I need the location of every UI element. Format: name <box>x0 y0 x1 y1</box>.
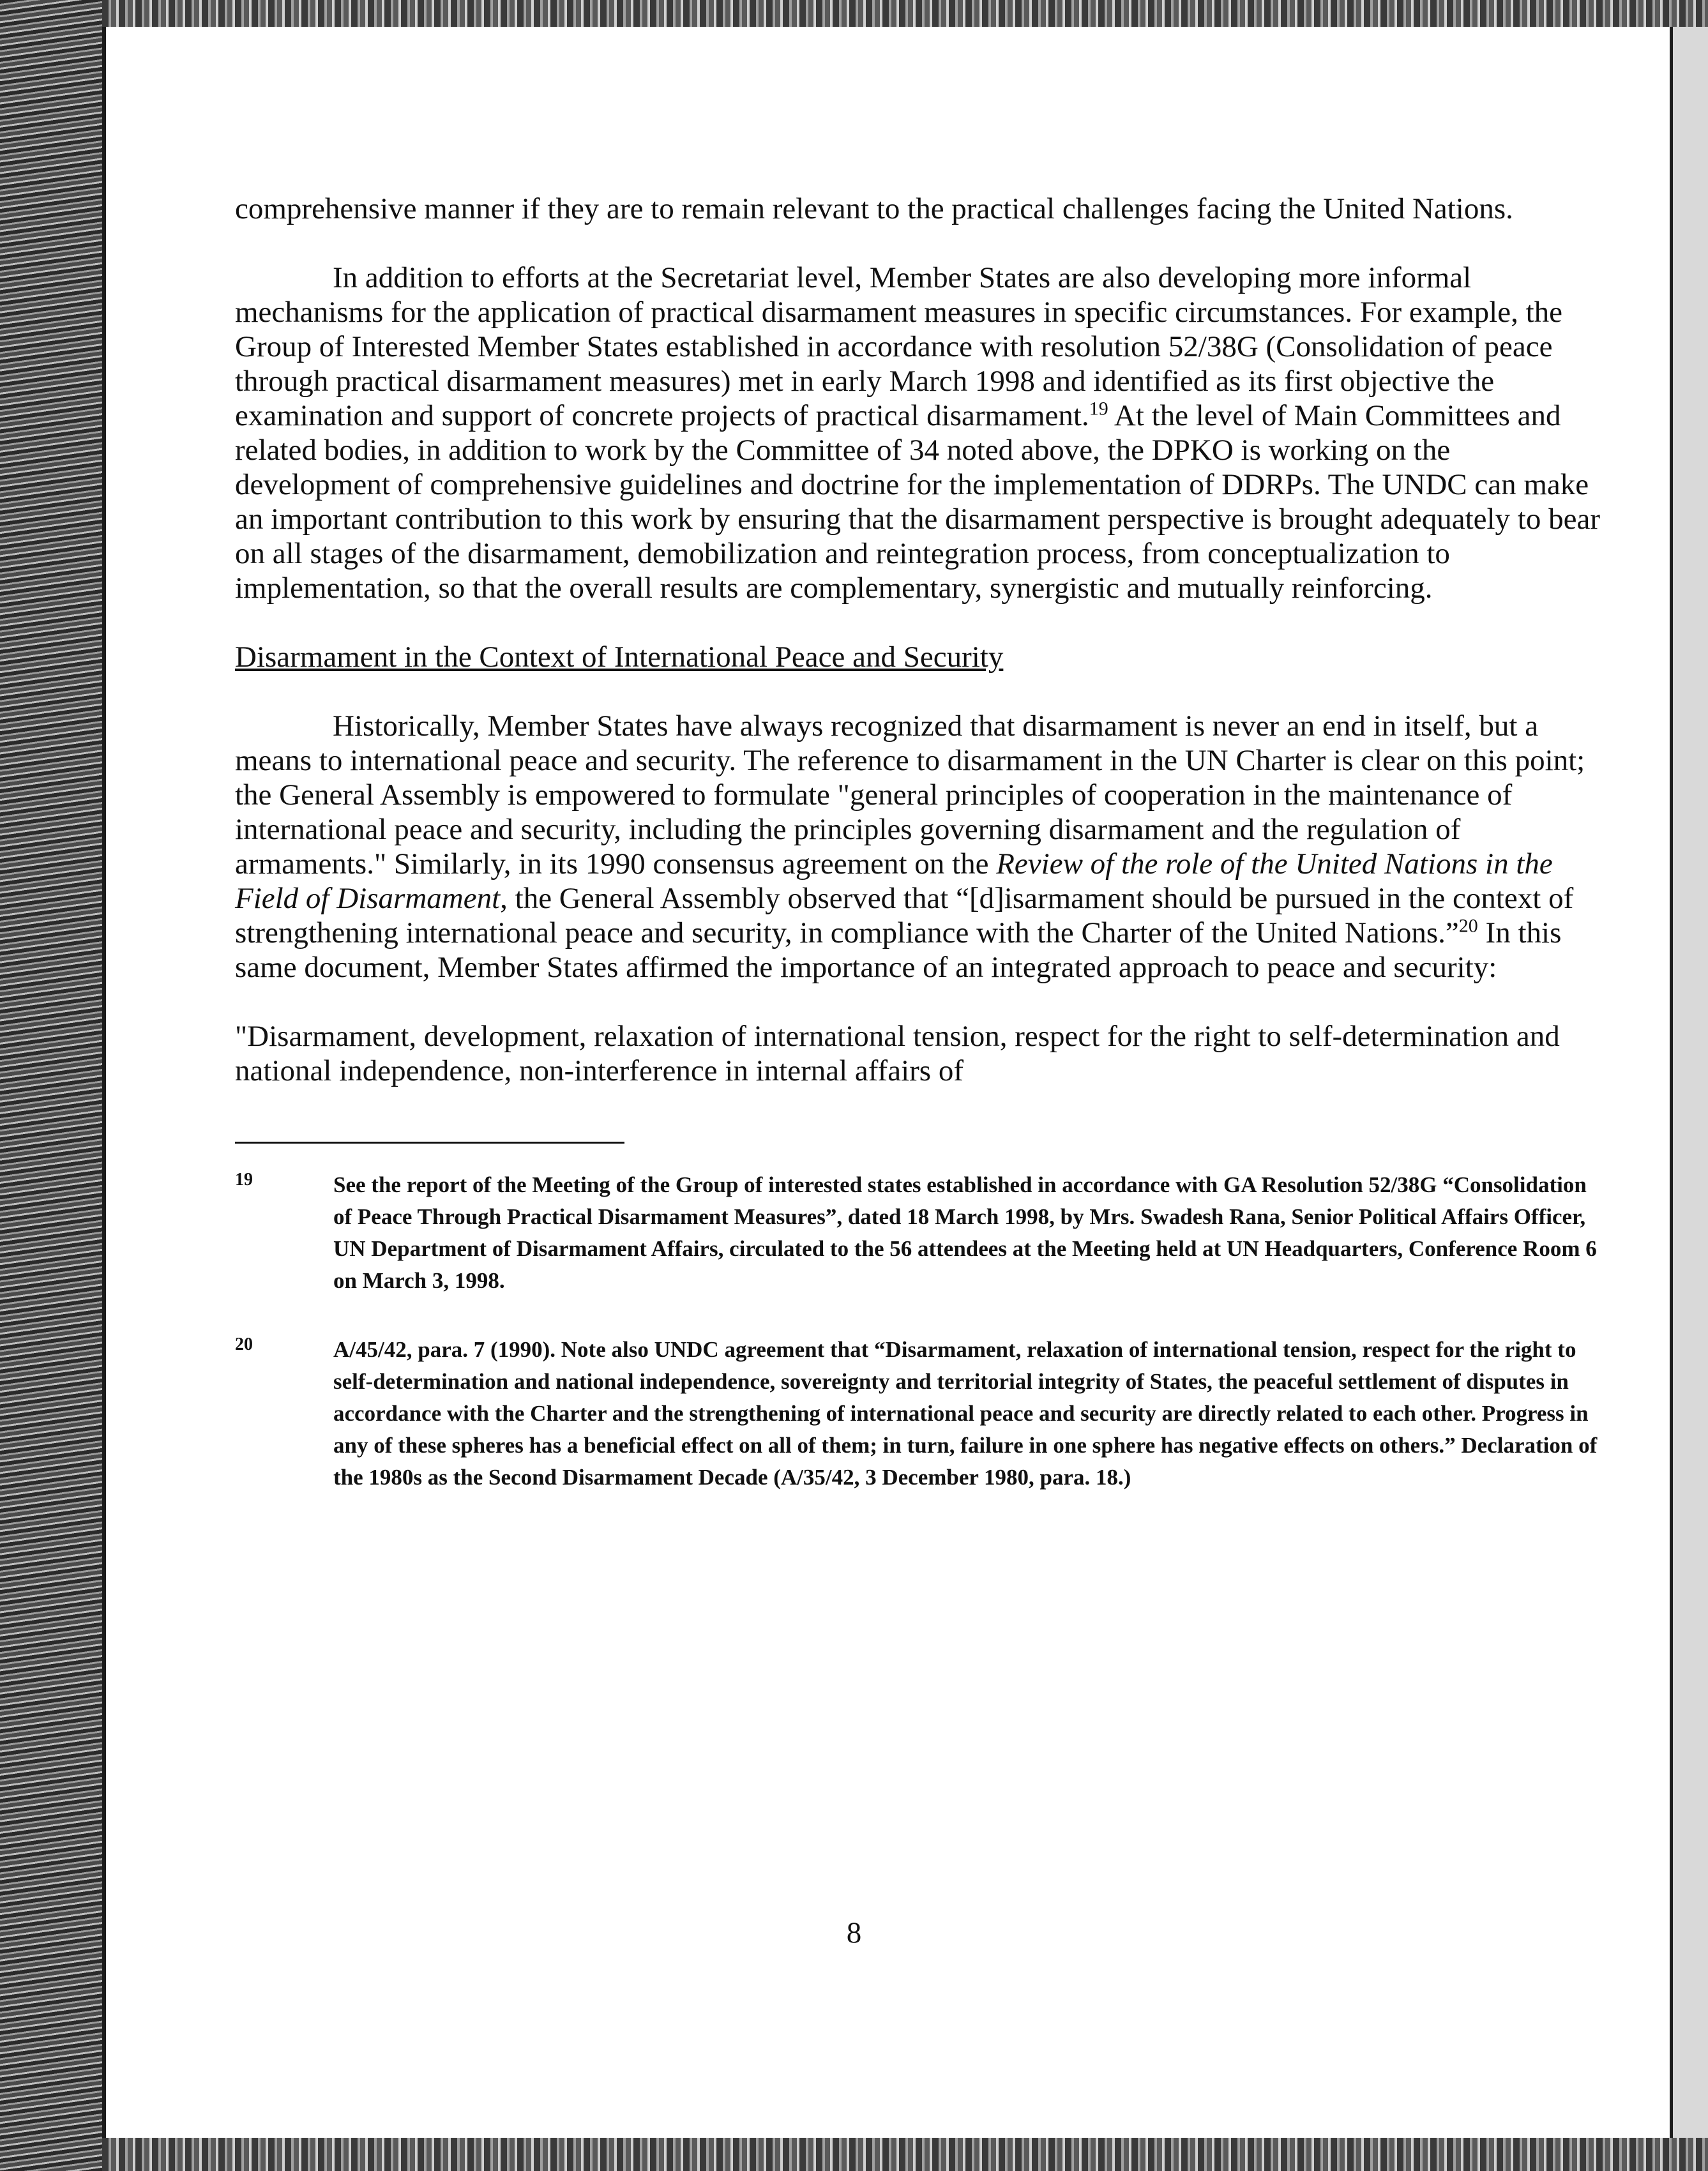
paragraph-text: At the level of Main Committees and related bodies, in addition to work by the Committee of 34 noted above, the DPKO is working on the development of comprehensive guidelines and doctrine for the implementation of DDRPs. The UNDC can make an important contribution to this work by ensuring that the disarmament perspective is brought adequately to bear on all stages of the disarmament, demobilization and reintegration process, from conceptualization to implementation, so that the overall results are complementary, synergistic and mutually reinforcing. <box>235 399 1600 605</box>
footnote-number: 19 <box>235 1170 253 1190</box>
paragraph-text: In addition to efforts at the Secretariat level, Member States are also developing more informal mechanisms for the application of practical disarmament measures in specific circumstances. For example, the Group of Interested Member States established in accordance with resolution 52/38G (Consolidation of peace through practical disarmament measures) met in early March 1998 and identified as its first objective the examination and support of concrete projects of practical disarmament. <box>235 261 1562 432</box>
footnote-ref-19[interactable]: 19 <box>1089 398 1108 420</box>
paragraph-text: Historically, Member States have always recognized that disarmament is never an end in itself, but a means to international peace and security. The reference to disarmament in the UN Charter is clear on this point; the General Assembly is empowered to formulate "general principles of cooperation in the maintenance of international peace and security, including the principles governing disarmament and the regulation of armaments." Similarly, in its 1990 consensus agreement on the <box>235 709 1585 881</box>
scan-shadow-bottom <box>102 2138 1708 2171</box>
paragraph-continuation: comprehensive manner if they are to remain relevant to the practical challenges facing the United Nations. <box>235 192 1513 225</box>
paragraph-text: In this same document, Member States affirmed the importance of an integrated approach to peace and security: <box>235 916 1562 984</box>
page-number: 8 <box>846 1916 862 1949</box>
footnote-20 <box>235 1334 1601 1494</box>
section-heading: Disarmament in the Context of International Peace and Security <box>235 640 1004 674</box>
document-title: Review of the role of the United Nations in the Field of Disarmament <box>235 847 1553 915</box>
paragraph-member-states <box>235 261 1601 605</box>
scan-shadow-top <box>102 0 1708 27</box>
page-content <box>235 192 1601 1494</box>
paragraph-historically <box>235 709 1601 985</box>
body-text <box>235 192 1601 1088</box>
footnote-divider <box>235 1142 624 1144</box>
footnote-text: See the report of the Meeting of the Group of interested states established in accordance with GA Resolution 52/38G “Consolidation of Peace Through Practical Disarmament Measures”, dated 18 March 1998, by Mrs. Swadesh Rana, Senior Political Affairs Officer, UN Department of Disarmament Affairs, circulated to the 56 attendees at the Meeting held at UN Headquarters, Conference Room 6 on March 3, 1998. <box>333 1172 1597 1293</box>
footnote-text: A/45/42, para. 7 (1990). Note also UNDC agreement that “Disarmament, relaxation of international tension, respect for the right to self-determination and national independence, sovereignty and territorial integrity of States, the peaceful settlement of disputes in accordance with the Charter and the strengthening of international peace and security are directly related to each other. Progress in any of these spheres has a beneficial effect on all of them; in turn, failure in one sphere has negative effects on others.” Declaration of the 1980s as the Second Disarmament Decade (A/35/42, 3 December 1980, para. 18.) <box>333 1337 1598 1490</box>
paragraph-text: , the General Assembly observed that “[d]isarmament should be pursued in the context of strengthening international peace and security, in compliance with the Charter of the United Nations.” <box>235 882 1574 949</box>
footnote-19 <box>235 1169 1601 1297</box>
block-quote: "Disarmament, development, relaxation of international tension, respect for the right to self-determination and national independence, non-interference in internal affairs of <box>235 1020 1560 1087</box>
footnote-number: 20 <box>235 1335 253 1354</box>
scan-shadow-left <box>0 0 102 2171</box>
footnote-ref-20[interactable]: 20 <box>1458 915 1478 937</box>
